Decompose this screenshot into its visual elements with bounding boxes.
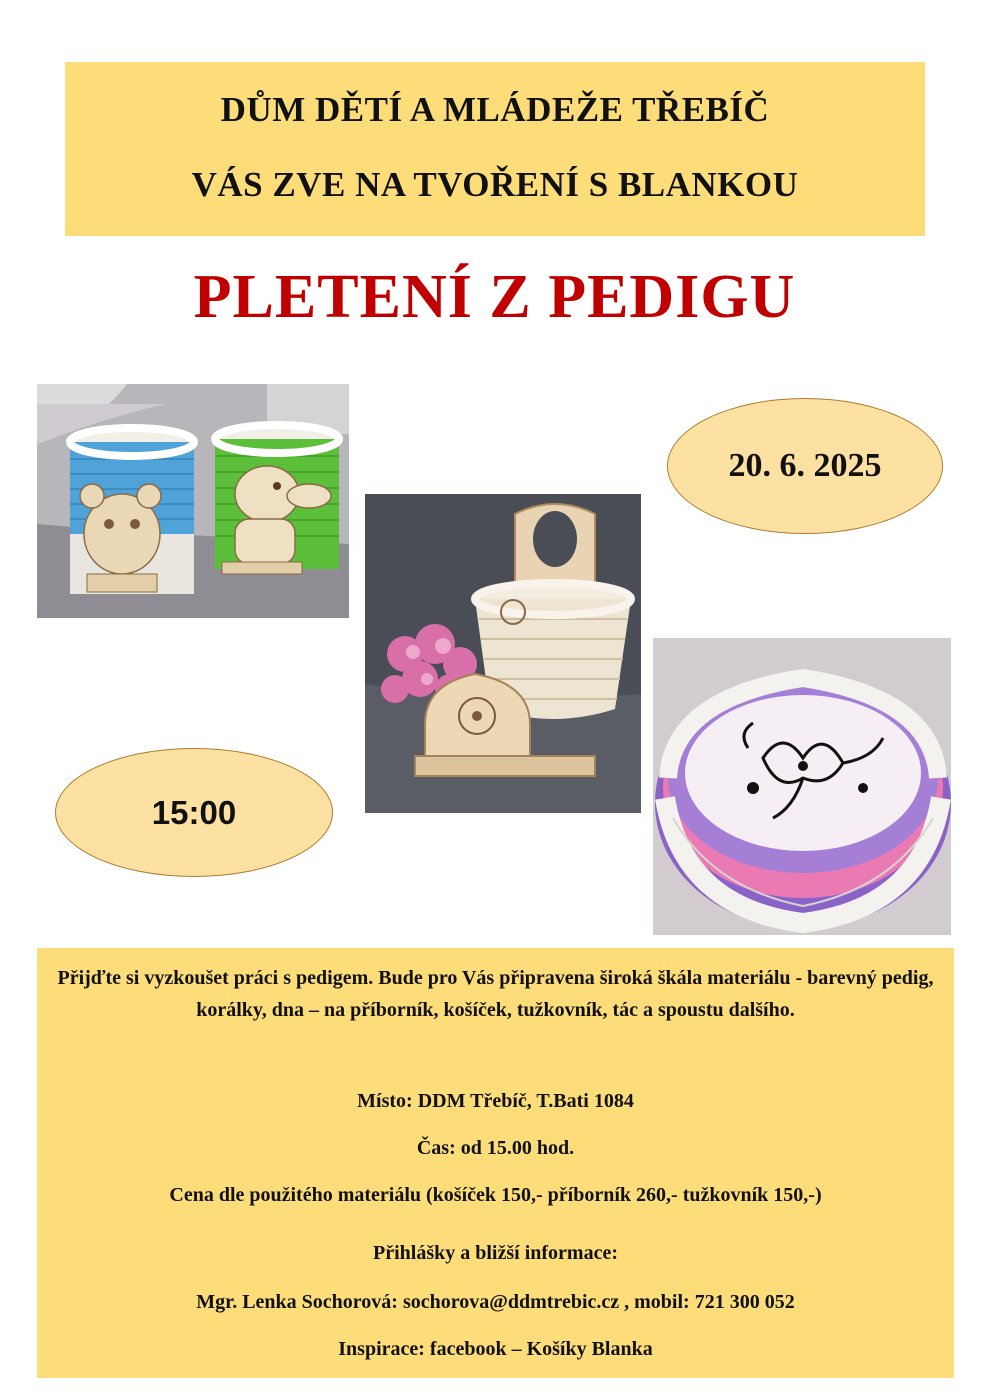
time-line: Čas: od 15.00 hod. <box>416 1137 575 1159</box>
photo-pencil-holders <box>37 384 349 618</box>
photo-cutlery-basket <box>365 494 641 813</box>
price-line: Cena dle použitého materiálu (košíček 150,- příborník 260,- tužkovník 150,-) <box>169 1184 822 1206</box>
event-date-badge: 20. 6. 2025 <box>667 398 943 534</box>
event-title: PLETENÍ Z PEDIGU <box>193 263 796 331</box>
signup-line: Přihlášky a bližší informace: <box>373 1242 618 1264</box>
invitation-subtitle: VÁS ZVE NA TVOŘENÍ S BLANKOU <box>191 165 799 204</box>
info-box <box>37 948 954 1378</box>
organizer-title: DŮM DĚTÍ A MLÁDEŽE TŘEBÍČ <box>220 90 770 129</box>
header-banner <box>65 62 925 236</box>
contact-line: Mgr. Lenka Sochorová: sochorova@ddmtrebic.cz , mobil: 721 300 052 <box>196 1291 795 1313</box>
intro-text: Přijďte si vyzkoušet práci s pedigem. Bude pro Vás připravena široká škála materiálu - barevný pedig, korálky, dna – na příborník, košíček, tužkovník, tác a spoustu dalšího. <box>57 967 934 1021</box>
photo-woven-tray <box>653 638 951 935</box>
inspiration-line: Inspirace: facebook – Košíky Blanka <box>338 1338 653 1360</box>
event-time-badge: 15:00 <box>55 748 333 877</box>
place-line: Místo: DDM Třebíč, T.Bati 1084 <box>357 1090 634 1112</box>
